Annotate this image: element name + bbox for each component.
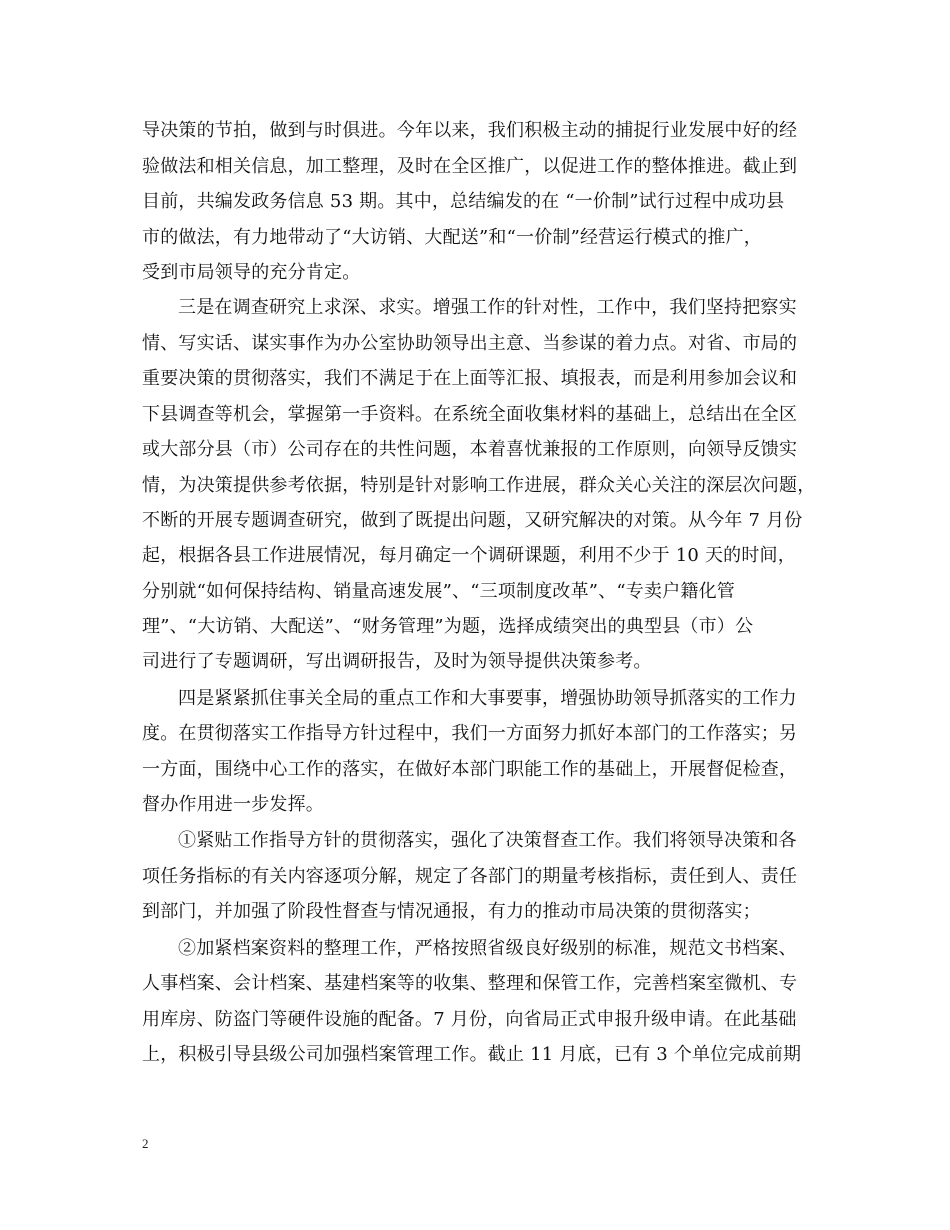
text-line: 用库房、防盗门等硬件设施的配备。7 月份，向省局正式申报升级申请。在此基础	[142, 1009, 797, 1030]
text-line: 重要决策的贯彻落实，我们不满足于在上面等汇报、填报表，而是利用参加会议和	[142, 368, 798, 389]
page-number: 2	[142, 1136, 149, 1151]
text-line: 分别就“如何保持结构、销量高速发展”、“三项制度改革”、“专卖户籍化管	[142, 581, 736, 602]
text-line: 情、写实话、谋实事作为办公室协助领导出主意、当参谋的着力点。对省、市局的	[142, 333, 798, 354]
text-line: 到部门，并加强了阶段性督查与情况通报，有力的推动市局决策的贯彻落实；	[142, 901, 761, 922]
text-line: 验做法和相关信息，加工整理，及时在全区推广，以促进工作的整体推进。截止到	[142, 156, 798, 177]
text-line: 下县调查等机会，掌握第一手资料。在系统全面收集材料的基础上，总结出在全区	[142, 404, 798, 425]
text-line: 一方面，围绕中心工作的落实，在做好本部门职能工作的基础上，开展督促检查，	[142, 759, 798, 780]
text-line: 督办作用进一步发挥。	[142, 794, 324, 815]
text-line: 项任务指标的有关内容逐项分解，规定了各部门的期量考核指标，责任到人、责任	[142, 866, 798, 887]
text-line: 理”、“大访销、大配送”、“财务管理”为题，选择成绩突出的典型县（市）公	[142, 616, 754, 637]
paragraph-start-line: 三是在调查研究上求深、求实。增强工作的针对性，工作中，我们坚持把察实	[178, 297, 797, 318]
text-line: 司进行了专题调研，写出调研报告，及时为领导提供决策参考。	[142, 651, 652, 672]
text-line: 目前，共编发政务信息 53 期。其中，总结编发的在 “一价制”试行过程中成功县	[142, 191, 785, 212]
text-line: 导决策的节拍，做到与时俱进。今年以来，我们积极主动的捕捉行业发展中好的经	[142, 120, 798, 141]
text-line: 度。在贯彻落实工作指导方针过程中，我们一方面努力抓好本部门的工作落实；另	[142, 723, 798, 744]
paragraph-start-line: 四是紧紧抓住事关全局的重点工作和大事要事，增强协助领导抓落实的工作力	[178, 688, 797, 709]
paragraph-start-line: ①紧贴工作指导方针的贯彻落实，强化了决策督查工作。我们将领导决策和各	[178, 830, 797, 851]
text-line: 上，积极引导县级公司加强档案管理工作。截止 11 月底，已有 3 个单位完成前期	[142, 1044, 802, 1065]
text-line: 市的做法，有力地带动了“大访销、大配送”和“一价制”经营运行模式的推广，	[142, 227, 763, 248]
text-line: 人事档案、会计档案、基建档案等的收集、整理和保管工作，完善档案室微机、专	[142, 973, 798, 994]
text-line: 情，为决策提供参考依据，特别是针对影响工作进展，群众关心关注的深层次问题，	[142, 475, 816, 496]
text-line: 不断的开展专题调查研究，做到了既提出问题，又研究解决的对策。从今年 7 月份	[142, 510, 803, 531]
paragraph-start-line: ②加紧档案资料的整理工作，严格按照省级良好级别的标准，规范文书档案、	[178, 938, 797, 959]
text-line: 受到市局领导的充分肯定。	[142, 262, 361, 283]
text-line: 起，根据各县工作进展情况，每月确定一个调研课题，利用不少于 10 天的时间，	[142, 545, 796, 566]
text-line: 或大部分县（市）公司存在的共性问题，本着喜忧兼报的工作原则，向领导反馈实	[142, 439, 798, 460]
